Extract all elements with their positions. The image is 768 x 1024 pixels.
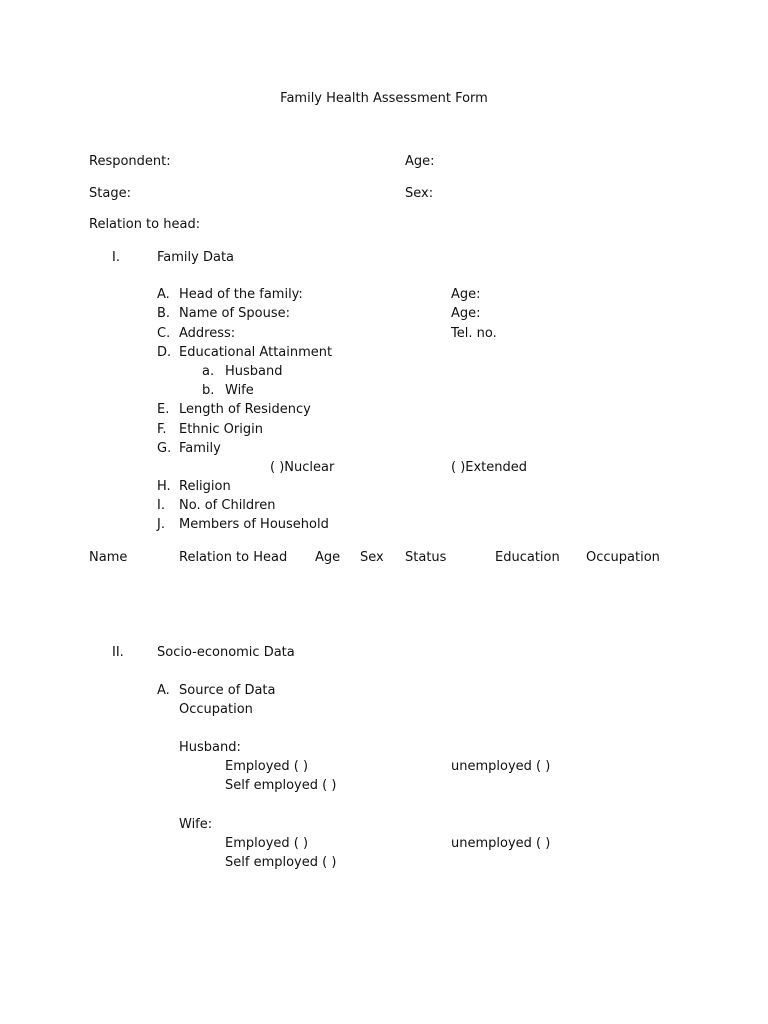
sub-a-letter: a. xyxy=(202,364,215,379)
age-label: Age: xyxy=(405,154,435,169)
item-a-label: Head of the family: xyxy=(179,287,303,302)
family-nuclear-option: ( )Nuclear xyxy=(270,460,335,475)
item-b-label: Name of Spouse: xyxy=(179,306,290,321)
s2-item-a-letter: A. xyxy=(157,683,170,698)
wife-label: Wife: xyxy=(179,817,213,832)
item-h-label: Religion xyxy=(179,479,231,494)
item-j-label: Members of Household xyxy=(179,517,329,532)
wife-employed-option: Employed ( ) xyxy=(225,836,309,851)
sex-label: Sex: xyxy=(405,186,434,201)
item-f-letter: F. xyxy=(157,422,167,437)
relation-to-head-label: Relation to head: xyxy=(89,217,201,232)
section-1-heading: Family Data xyxy=(157,250,235,265)
col-header-education: Education xyxy=(495,550,560,565)
item-c-right: Tel. no. xyxy=(451,326,497,341)
item-c-label: Address: xyxy=(179,326,236,341)
col-header-status: Status xyxy=(405,550,447,565)
col-header-relation: Relation to Head xyxy=(179,550,288,565)
item-b-letter: B. xyxy=(157,306,171,321)
item-i-label: No. of Children xyxy=(179,498,276,513)
wife-unemployed-option: unemployed ( ) xyxy=(451,836,551,851)
section-2-numeral: II. xyxy=(112,645,124,660)
wife-self-employed-option: Self employed ( ) xyxy=(225,855,337,870)
s2-item-a-label: Source of Data xyxy=(179,683,276,698)
item-i-letter: I. xyxy=(157,498,165,513)
item-d-label: Educational Attainment xyxy=(179,345,333,360)
husband-label: Husband: xyxy=(179,740,241,755)
item-h-letter: H. xyxy=(157,479,171,494)
item-c-letter: C. xyxy=(157,326,171,341)
item-e-letter: E. xyxy=(157,402,170,417)
item-f-label: Ethnic Origin xyxy=(179,422,263,437)
husband-unemployed-option: unemployed ( ) xyxy=(451,759,551,774)
occupation-label: Occupation xyxy=(179,702,253,717)
stage-label: Stage: xyxy=(89,186,131,201)
col-header-name: Name xyxy=(89,550,128,565)
form-title: Family Health Assessment Form xyxy=(280,91,488,106)
sub-b-letter: b. xyxy=(202,383,215,398)
col-header-sex: Sex xyxy=(360,550,384,565)
sub-a-label: Husband xyxy=(225,364,283,379)
item-j-letter: J. xyxy=(157,517,165,532)
item-d-letter: D. xyxy=(157,345,172,360)
section-1-numeral: I. xyxy=(112,250,120,265)
item-a-right: Age: xyxy=(451,287,481,302)
sub-b-label: Wife xyxy=(225,383,254,398)
col-header-occupation: Occupation xyxy=(586,550,660,565)
item-b-right: Age: xyxy=(451,306,481,321)
section-2-heading: Socio-economic Data xyxy=(157,645,295,660)
husband-employed-option: Employed ( ) xyxy=(225,759,309,774)
col-header-age: Age xyxy=(315,550,341,565)
husband-self-employed-option: Self employed ( ) xyxy=(225,778,337,793)
item-g-label: Family xyxy=(179,441,221,456)
respondent-label: Respondent: xyxy=(89,154,171,169)
item-a-letter: A. xyxy=(157,287,170,302)
item-g-letter: G. xyxy=(157,441,172,456)
item-e-label: Length of Residency xyxy=(179,402,311,417)
family-extended-option: ( )Extended xyxy=(451,460,528,475)
